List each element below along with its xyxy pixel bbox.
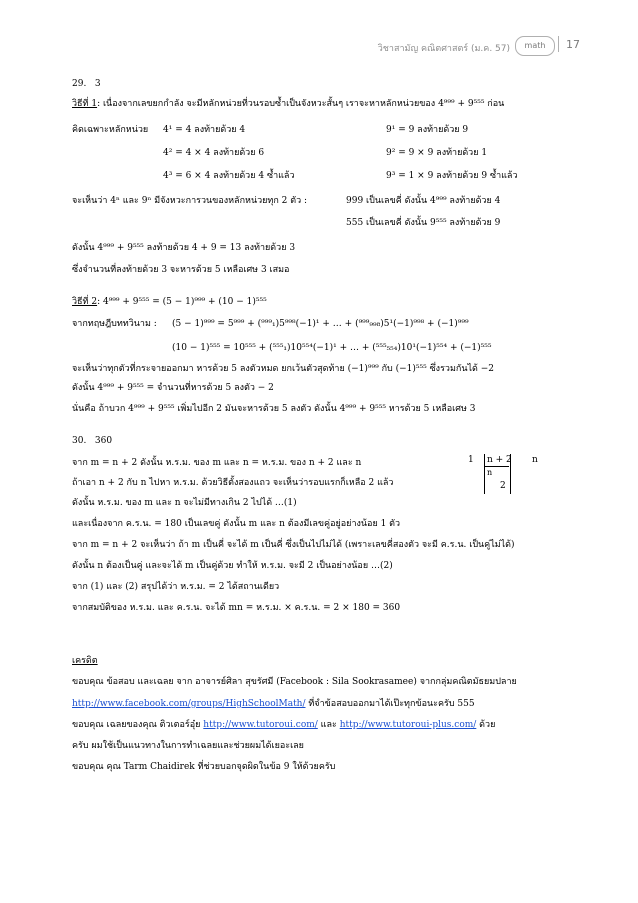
credits-line-1: ขอบคุณ ข้อสอบ และเฉลย จาก อาจารย์ศิลา สุขรัศมี (Facebook : Sila Sookrasamee) จากกลุ่มคณิตมัธยมปลาย <box>72 677 517 687</box>
q29-row-left-2: 4² = 4 × 4 ลงท้ายด้วย 6 <box>163 148 265 158</box>
tutoroui-plus-link[interactable]: http://www.tutoroui-plus.com/ <box>339 720 477 730</box>
q29-m2-conclusion-1: จะเห็นว่าทุกตัวที่กระจายออกมา หารด้วย 5 ลงตัวหมด ยกเว้นตัวสุดท้าย (−1)⁹⁹⁹ กับ (−1)⁵⁵⁵ ซึ่งรวมกันได้ −2 <box>72 364 494 374</box>
q30-line-8: จากสมบัติของ ห.ร.ม. และ ค.ร.น. จะได้ mn = ห.ร.ม. × ค.ร.น. = 2 × 180 = 360 <box>72 603 401 613</box>
q29-heading <box>72 78 101 90</box>
q29-cycle-result-2: 555 เป็นเลขคี่ ดังนั้น 9⁵⁵⁵ ลงท้ายด้วย 9 <box>346 218 501 228</box>
q29-answer: 3 <box>94 79 101 89</box>
div-bottom: 2 <box>500 481 506 491</box>
q29-m2-conclusion-2: ดังนั้น 4⁹⁹⁹ + 9⁵⁵⁵ = จำนวนที่หารด้วย 5 ลงตัว − 2 <box>72 383 274 393</box>
q29-binom-intro: จากทฤษฎีบททวินาม : <box>72 319 157 329</box>
q30-line-7: จาก (1) และ (2) สรุปได้ว่า ห.ร.ม. = 2 ได้สถานเดียว <box>72 582 280 592</box>
q30-number: 30. <box>72 436 87 446</box>
q29-m2-conclusion-3: นั่นคือ ถ้าบวก 4⁹⁹⁹ + 9⁵⁵⁵ เพิ่มไปอีก 2 มันจะหารด้วย 5 ลงตัว ดังนั้น 4⁹⁹⁹ + 9⁵⁵⁵ หารด้วย 5 เหลือเศษ 3 <box>72 404 476 414</box>
q29-row-right-3: 9³ = 1 × 9 ลงท้ายด้วย 9 ซ้ำแล้ว <box>386 171 518 181</box>
q29-conclusion-1: ดังนั้น 4⁹⁹⁹ + 9⁵⁵⁵ ลงท้ายด้วย 4 + 9 = 13 ลงท้ายด้วย 3 <box>72 243 296 253</box>
q30-heading <box>72 435 112 447</box>
div-mid: n <box>487 468 493 477</box>
q30-line-2: ถ้าเอา n + 2 กับ n ไปหา ห.ร.ม. ด้วยวิธีตั้งสองแถว จะเห็นว่ารอบแรกก็เหลือ 2 แล้ว <box>72 478 394 488</box>
q29-conclusion-2: ซึ่งจำนวนที่ลงท้ายด้วย 3 จะหารด้วย 5 เหลือเศษ 3 เสมอ <box>72 265 290 275</box>
div-quotient: 1 <box>468 455 474 465</box>
credits-line-3: ขอบคุณ เฉลยของคุณ ติวเตอร์อุ๋ย http://www.tutoroui.com/ และ http://www.tutoroui-plus.com/ ด้วย <box>72 720 496 730</box>
credits-line-4: ครับ ผมใช้เป็นแนวทางในการทำเฉลยและช่วยผมได้เยอะเลย <box>72 741 304 751</box>
q29-row-right-1: 9¹ = 9 ลงท้ายด้วย 9 <box>386 125 469 135</box>
q29-binom-1: (5 − 1)⁹⁹⁹ = 5⁹⁹⁹ + (⁹⁹⁹₁)5⁹⁹⁸(−1)¹ + … + (⁹⁹⁹₉₉₈)5¹(−1)⁹⁹⁸ + (−1)⁹⁹⁹ <box>172 319 469 329</box>
q30-answer: 360 <box>94 436 113 446</box>
q30-line-3: ดังนั้น ห.ร.ม. ของ m และ n จะไม่มีทางเกิน 2 ไปได้ …(1) <box>72 498 297 508</box>
q30-line-1: จาก m = n + 2 ดังนั้น ห.ร.ม. ของ m และ n = ห.ร.ม. ของ n + 2 และ n <box>72 458 362 468</box>
header-divider <box>558 36 559 52</box>
div-top-mid: n + 2 <box>487 455 512 465</box>
q30-line-6: ดังนั้น n ต้องเป็นคู่ และจะได้ m เป็นคู่ด้วย ทำให้ ห.ร.ม. จะมี 2 เป็นอย่างน้อย …(2) <box>72 561 393 571</box>
q30-line-5: จาก m = n + 2 จะเห็นว่า ถ้า m เป็นคี่ จะได้ m เป็นคี่ ซึ่งเป็นไปไม่ได้ (เพราะเลขคี่สองตัว จะมี ค.ร.น. เป็นคู่ไม่ได้) <box>72 540 515 550</box>
q29-number: 29. <box>72 79 87 89</box>
credits-heading: เครดิต <box>72 656 98 666</box>
q29-row-right-2: 9² = 9 × 9 ลงท้ายด้วย 1 <box>386 148 488 158</box>
page-number: 17 <box>566 38 580 51</box>
q29-cycle-line: จะเห็นว่า 4ⁿ และ 9ⁿ มีจังหวะการวนของหลักหน่วยทุก 2 ตัว : <box>72 196 308 206</box>
q29-cycle-result-1: 999 เป็นเลขคี่ ดังนั้น 4⁹⁹⁹ ลงท้ายด้วย 4 <box>346 196 501 206</box>
tutoroui-link[interactable]: http://www.tutoroui.com/ <box>203 720 318 730</box>
facebook-group-link[interactable]: http://www.facebook.com/groups/HighSchoolMath/ <box>72 699 306 709</box>
credits-line-5: ขอบคุณ คุณ Tarm Chaidirek ที่ช่วยบอกจุดผิดในข้อ 9 ให้ด้วยครับ <box>72 762 336 772</box>
q30-line-4: และเนื่องจาก ค.ร.น. = 180 เป็นเลขคู่ ดังนั้น m และ n ต้องมีเลขคู่อยู่อย่างน้อย 1 ตัว <box>72 519 401 529</box>
q29-method2-line: วิธีที่ 2: 4⁹⁹⁹ + 9⁵⁵⁵ = (5 − 1)⁹⁹⁹ + (10 − 1)⁵⁵⁵ <box>72 297 267 307</box>
math-logo: math <box>515 36 555 56</box>
q29-method2-label: วิธีที่ 2 <box>72 297 98 307</box>
q29-method1-label: วิธีที่ 1 <box>72 99 98 109</box>
div-top-right: n <box>532 455 538 465</box>
q29-method1-intro: วิธีที่ 1: เนื่องจากเลขยกกำลัง จะมีหลักหน่วยที่วนรอบซ้ำเป็นจังหวะสั้นๆ เราจะหาหลักหน่วยของ 4⁹⁹⁹ + 9⁵⁵⁵ ก่อน <box>72 99 505 109</box>
header-title: วิชาสามัญ คณิตศาสตร์ (ม.ค. 57) <box>377 44 510 54</box>
q29-row-left-1: 4¹ = 4 ลงท้ายด้วย 4 <box>163 125 246 135</box>
q29-row-left-3: 4³ = 6 × 4 ลงท้ายด้วย 4 ซ้ำแล้ว <box>163 171 295 181</box>
q29-method1-intro2: คิดเฉพาะหลักหน่วย <box>72 125 149 135</box>
q29-binom-2: (10 − 1)⁵⁵⁵ = 10⁵⁵⁵ + (⁵⁵⁵₁)10⁵⁵⁴(−1)¹ + … + (⁵⁵⁵₅₅₄)10¹(−1)⁵⁵⁴ + (−1)⁵⁵⁵ <box>172 343 492 353</box>
credits-line-2: http://www.facebook.com/groups/HighSchoolMath/ ที่จำข้อสอบออกมาได้เป๊ะทุกข้อนะครับ 555 <box>72 699 475 709</box>
